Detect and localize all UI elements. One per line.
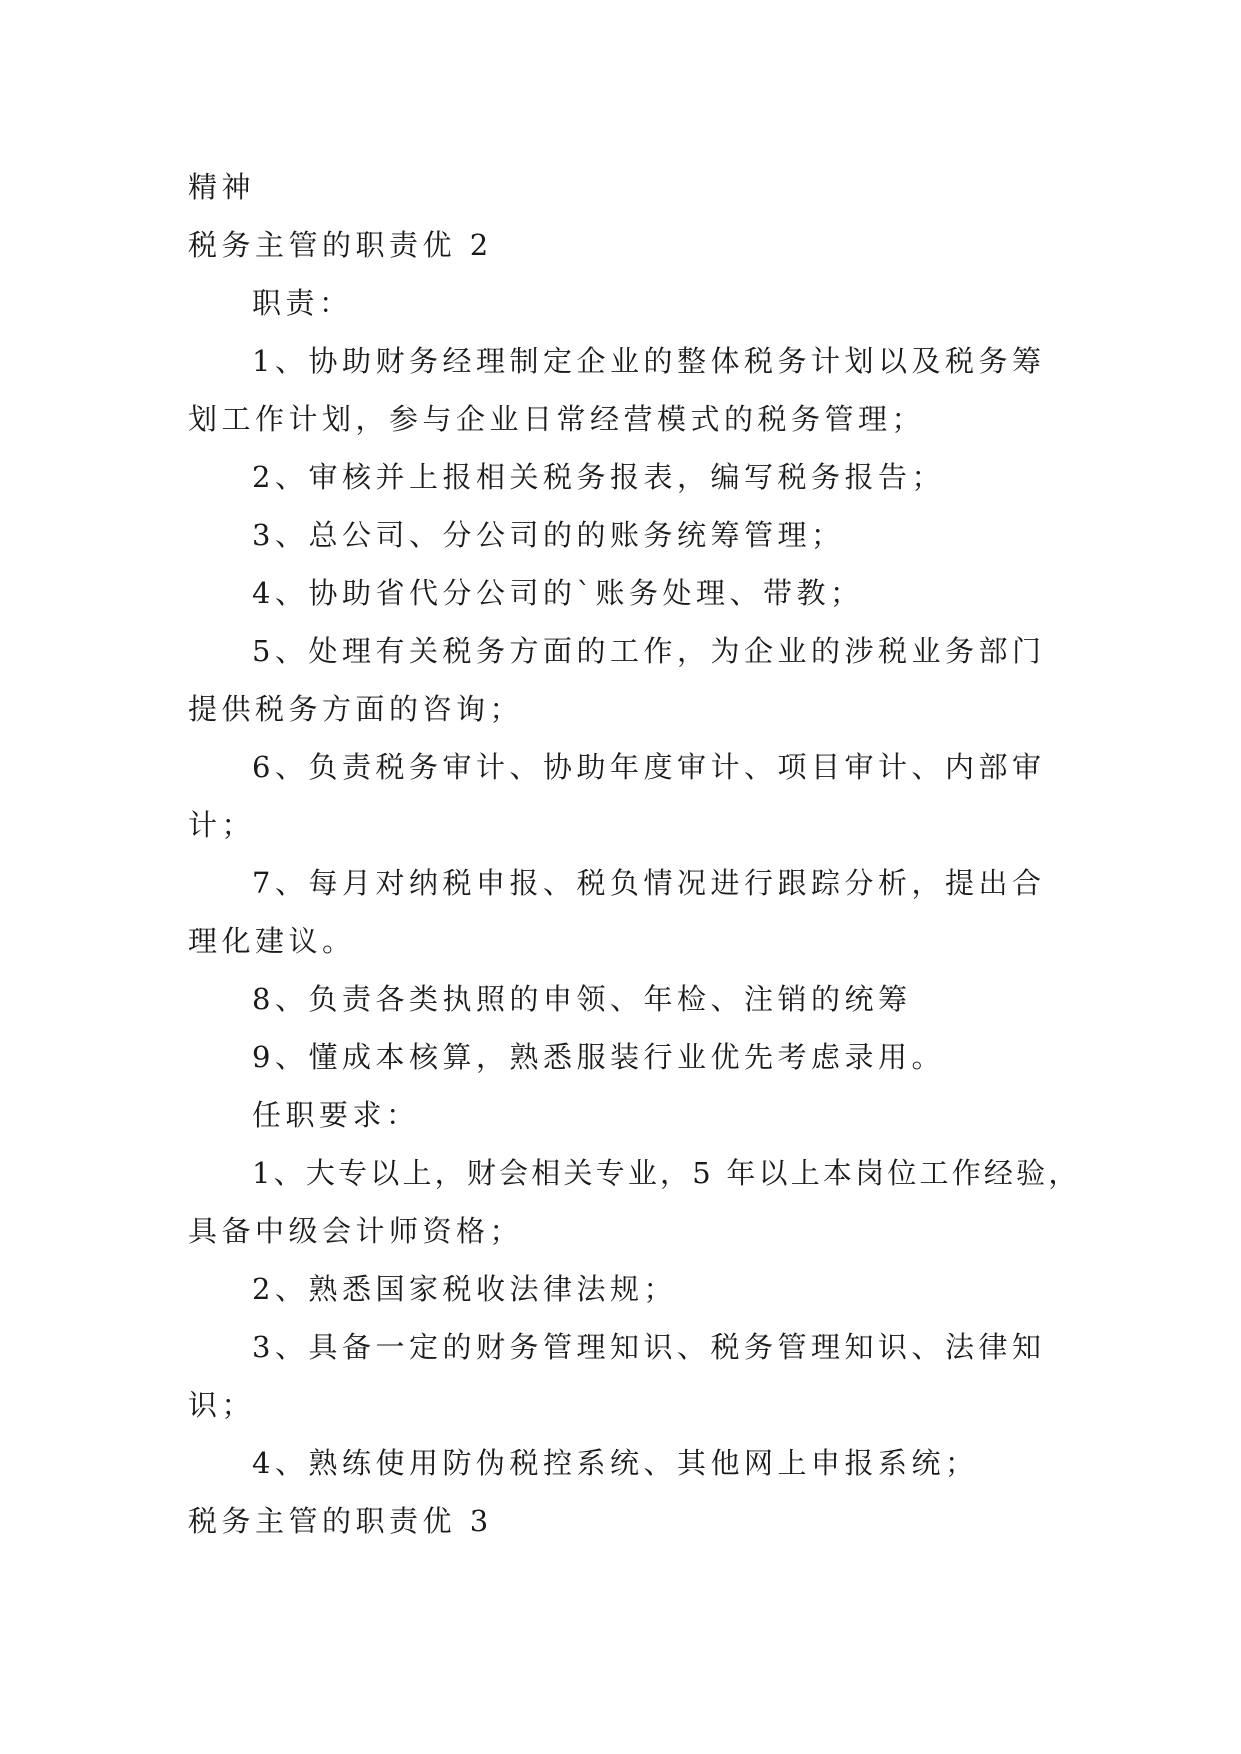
text-line: 8、负责各类执照的申领、年检、注销的统筹 (252, 982, 912, 1016)
text-line: 2、熟悉国家税收法律法规； (252, 1272, 677, 1306)
text-line: 4、熟练使用防伪税控系统、其他网上申报系统； (252, 1446, 979, 1480)
document-body (188, 158, 1081, 1550)
text-line: 1、协助财务经理制定企业的整体税务计划以及税务筹 (252, 344, 1046, 378)
text-line: 识； (188, 1388, 256, 1422)
text-line: 2、审核并上报相关税务报表，编写税务报告； (252, 460, 945, 494)
section-heading: 税务主管的职责优 2 (188, 228, 493, 262)
text-line: 7、每月对纳税申报、税负情况进行跟踪分析，提出合 (252, 866, 1046, 900)
subheading-requirements: 任职要求： (252, 1098, 420, 1132)
text-line: 6、负责税务审计、协助年度审计、项目审计、内部审 (252, 750, 1046, 784)
text-line: 3、总公司、分公司的的账务统筹管理； (252, 518, 845, 552)
text-line: 5、处理有关税务方面的工作，为企业的涉税业务部门 (252, 634, 1046, 668)
text-line: 1、大专以上，财会相关专业，5 年以上本岗位工作经验， (252, 1156, 1081, 1190)
text-line: 4、协助省代分公司的`账务处理、带教； (252, 576, 864, 610)
subheading-duties: 职责： (252, 286, 353, 320)
text-line: 提供税务方面的咨询； (188, 692, 524, 726)
text-line: 精神 (188, 170, 256, 204)
text-line: 计； (188, 808, 256, 842)
text-line: 3、具备一定的财务管理知识、税务管理知识、法律知 (252, 1330, 1046, 1364)
section-heading: 税务主管的职责优 3 (188, 1504, 493, 1538)
text-line: 具备中级会计师资格； (188, 1214, 524, 1248)
text-line: 划工作计划，参与企业日常经营模式的税务管理； (188, 402, 926, 436)
text-line: 理化建议。 (188, 924, 356, 958)
text-line: 9、懂成本核算，熟悉服装行业优先考虑录用。 (252, 1040, 945, 1074)
